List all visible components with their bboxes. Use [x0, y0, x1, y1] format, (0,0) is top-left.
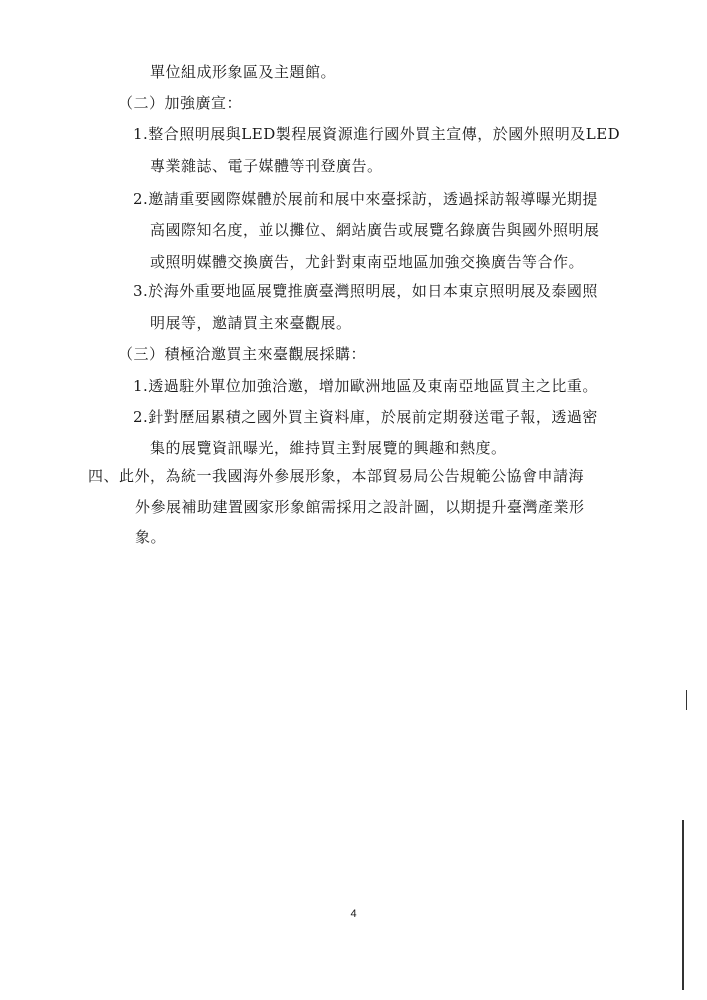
text-line: 外參展補助建置國家形象館需採用之設計圖，以期提升臺灣產業形	[135, 498, 585, 516]
text-line: 集的展覽資訊曝光，維持買主對展覽的興趣和熱度。	[150, 439, 507, 457]
section-heading-2: （二）加強廣宣：	[118, 94, 243, 112]
section-heading-4: 四、此外，為統一我國海外參展形象，本部貿易局公告規範公協會申請海	[88, 467, 585, 485]
page-number: 4	[350, 908, 357, 920]
section-heading-3: （三）積極洽邀買主來臺觀展採購：	[118, 345, 367, 363]
scan-edge-mark	[682, 820, 684, 990]
list-item-1: 1.整合照明展與LED製程展資源進行國外買主宣傳，於國外照明及LED	[133, 125, 621, 143]
text-line: 象。	[135, 528, 167, 546]
list-item-2: 2.邀請重要國際媒體於展前和展中來臺採訪，透過採訪報導曝光期提	[133, 190, 598, 208]
text-line: 或照明媒體交換廣告，尤針對東南亞地區加強交換廣告等合作。	[150, 253, 585, 271]
list-item-1: 1.透過駐外單位加強洽邀，增加歐洲地區及東南亞地區買主之比重。	[133, 377, 598, 395]
scan-edge-mark	[686, 690, 687, 710]
text-line: 高國際知名度，並以攤位、網站廣告或展覽名錄廣告與國外照明展	[150, 221, 600, 239]
text-line: 明展等，邀請買主來臺觀展。	[150, 314, 352, 332]
list-item-3: 3.於海外重要地區展覽推廣臺灣照明展，如日本東京照明展及泰國照	[133, 282, 598, 300]
text-line: 單位組成形象區及主題館。	[150, 63, 337, 81]
text-line: 專業雜誌、電子媒體等刊登廣告。	[150, 157, 383, 175]
list-item-2: 2.針對歷屆累積之國外買主資料庫，於展前定期發送電子報，透過密	[133, 408, 598, 426]
